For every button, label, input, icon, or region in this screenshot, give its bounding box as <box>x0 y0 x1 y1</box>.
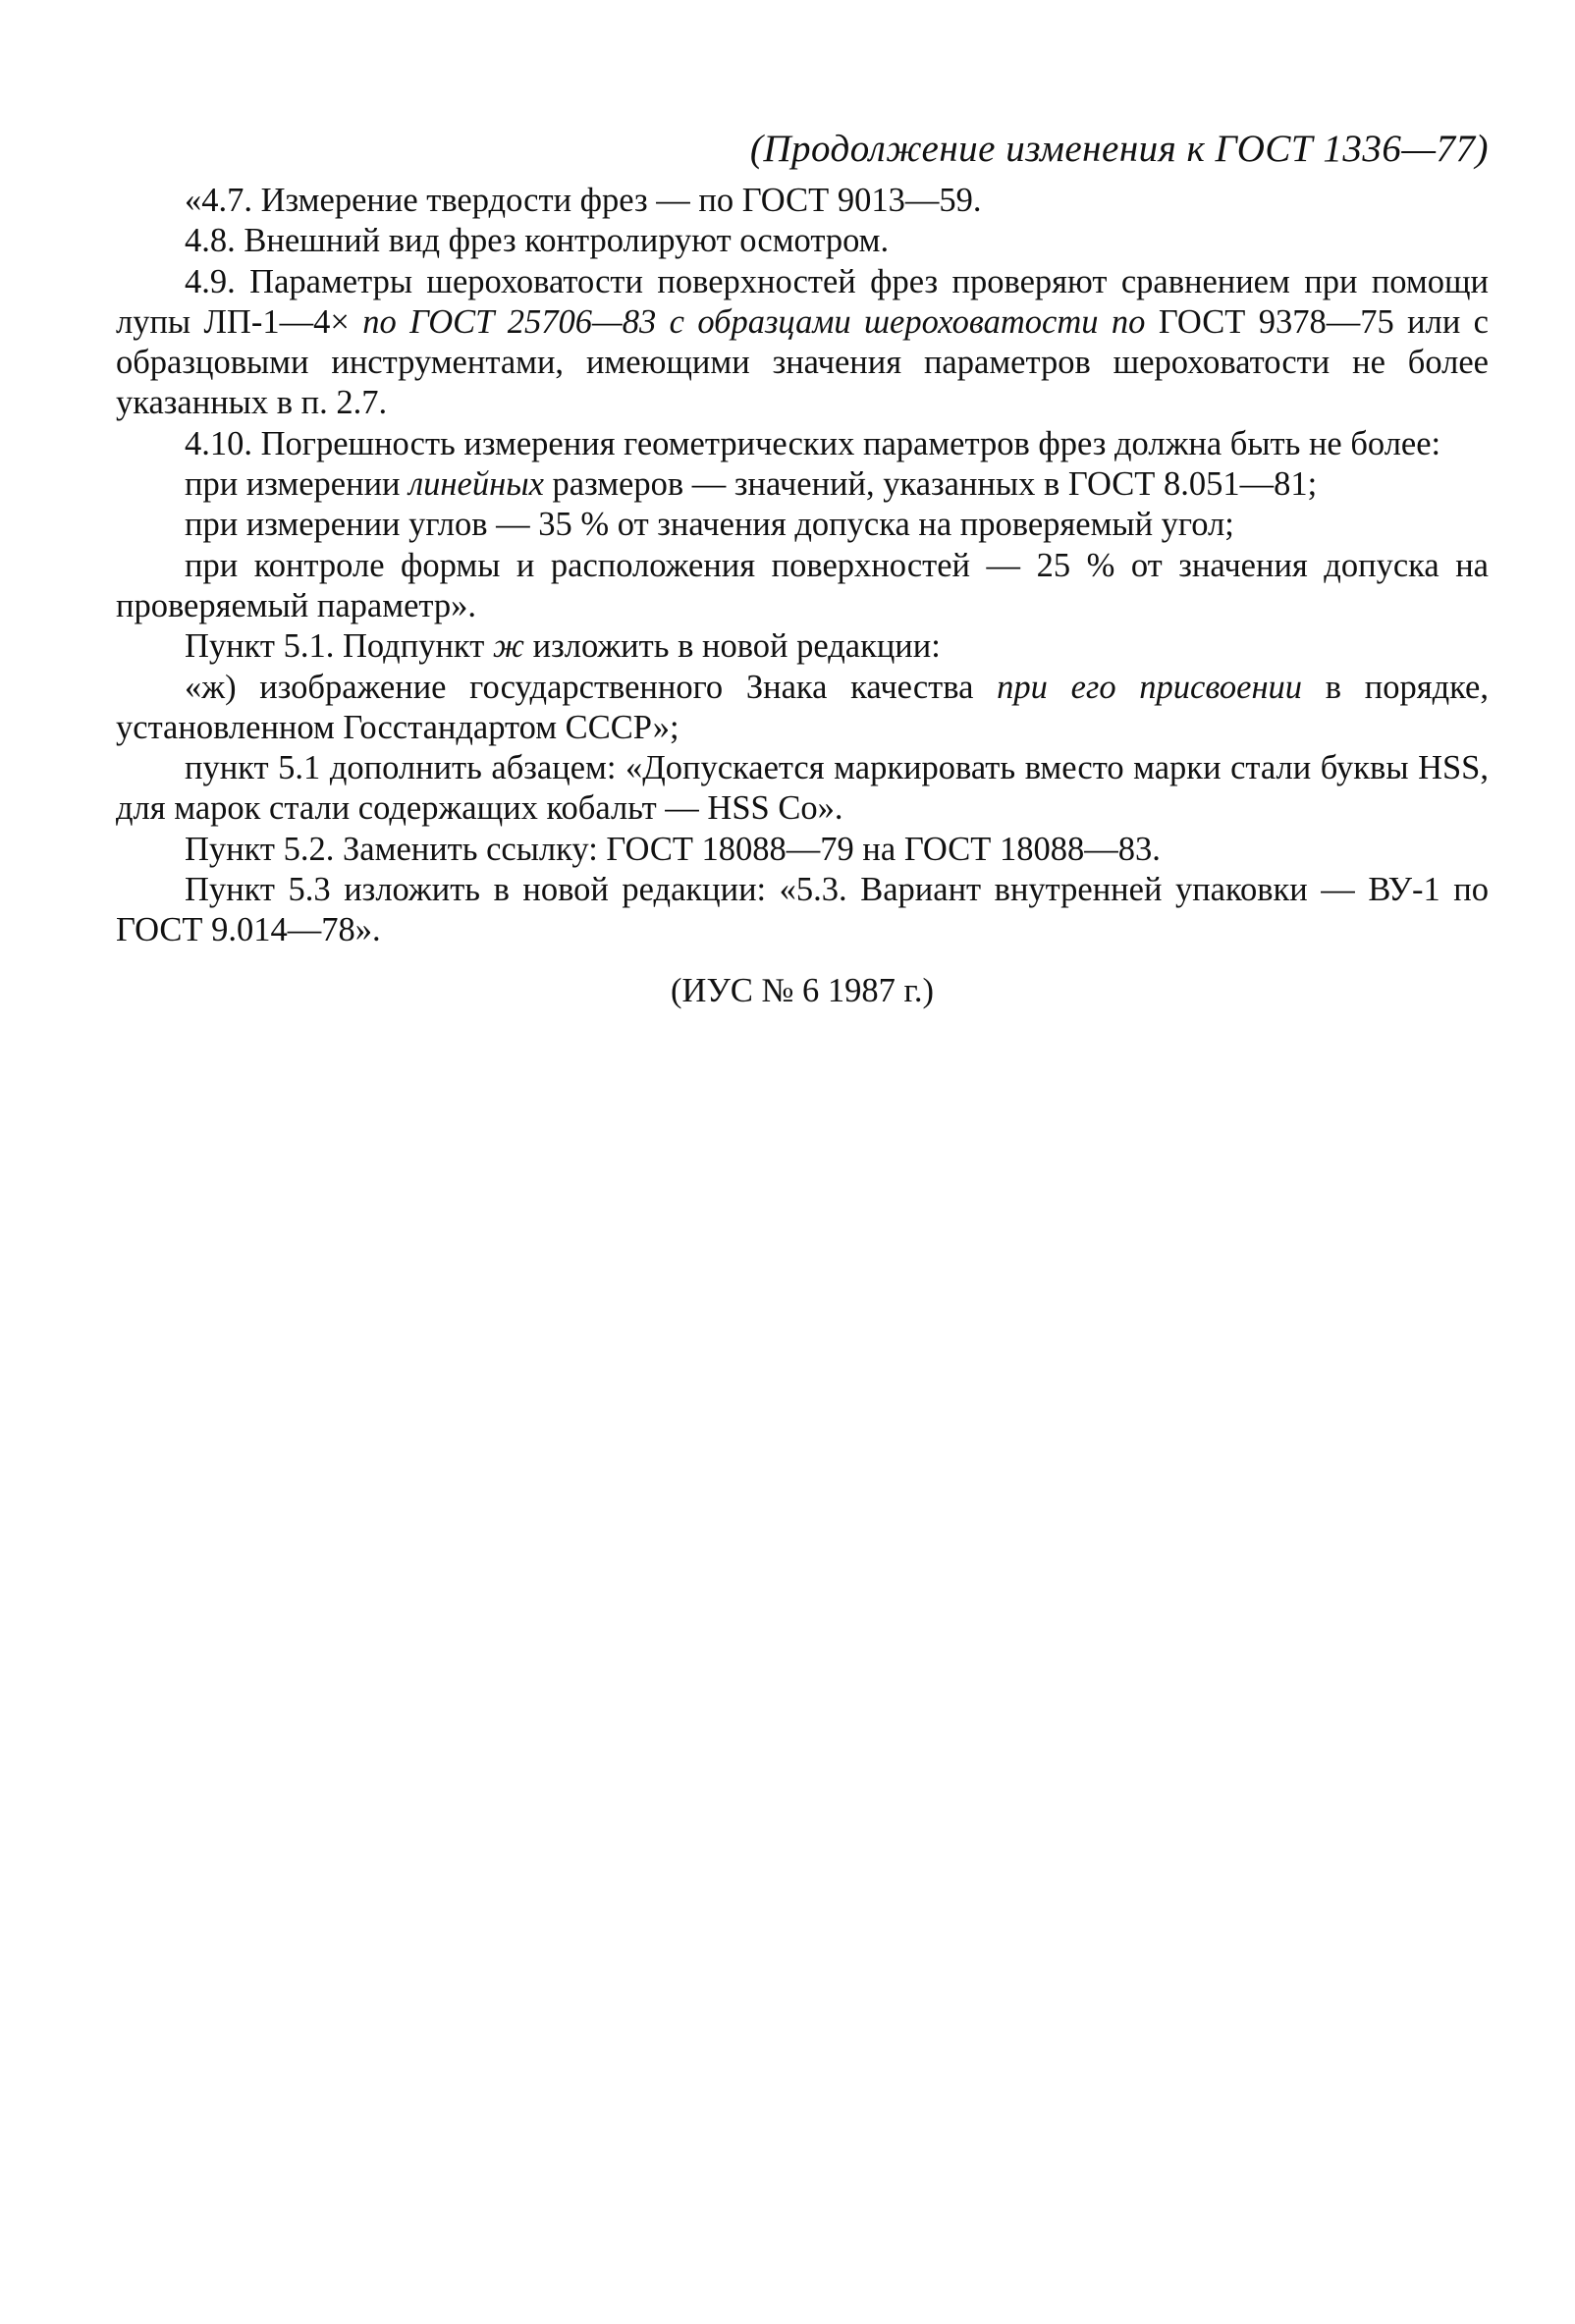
paragraph-4-9-part-1: 4.9. Параметры шероховатости поверхностей фрез проверяют сравнением при помощи лупы ЛП-1—4× <box>116 262 1489 341</box>
linear-italic: линейных <box>408 465 544 504</box>
p51-part-3: изложить в новой редакции: <box>524 627 941 666</box>
paragraph-4-9-part-3: ГОСТ 9378—75 или с образцовыми инструментами, имеющими значения параметров шероховатости не более указанных в п. 2.7. <box>116 302 1489 422</box>
paragraph-4-10: 4.10. Погрешность измерения геометрических параметров фрез должна быть не более: <box>185 424 1441 462</box>
paragraph-4-7: «4.7. Измерение твердости фрез — по ГОСТ 9013—59. <box>185 182 982 219</box>
paragraph-hss: пункт 5.1 дополнить абзацем: «Допускается маркировать вместо марки стали буквы HSS, для марок стали содержащих кобальт — HSS Co». <box>116 749 1489 828</box>
paragraph-5-3: Пункт 5.3 изложить в новой редакции: «5.3. Вариант внутренней упаковки — ВУ-1 по ГОСТ 9.014—78». <box>116 871 1489 949</box>
document-page <box>116 126 1489 1011</box>
paragraph-4-8: 4.8. Внешний вид фрез контролируют осмотром. <box>185 222 890 260</box>
paragraph-5-2: Пункт 5.2. Заменить ссылку: ГОСТ 18088—79 на ГОСТ 18088—83. <box>185 830 1161 868</box>
paragraph-quality-mark <box>116 668 1489 749</box>
p51-part-1: Пункт 5.1. Подпункт <box>185 627 493 666</box>
document-body <box>116 181 1489 951</box>
paragraph-angles: при измерении углов — 35 % от значения допуска на проверяемый угол; <box>185 506 1234 544</box>
linear-part-1: при измерении <box>185 465 409 504</box>
source-note: (ИУС № 6 1987 г.) <box>671 971 934 1009</box>
paragraph-linear-sizes <box>116 464 1489 505</box>
linear-part-3: размеров — значений, указанных в ГОСТ 8.051—81; <box>543 465 1318 504</box>
paragraph-4-9-italic: по ГОСТ 25706—83 с образцами шероховатости по <box>362 302 1146 341</box>
paragraph-5-1 <box>116 626 1489 667</box>
paragraph-form-control: при контроле формы и расположения поверхностей — 25 % от значения допуска на проверяемый параметр». <box>116 546 1489 624</box>
p51-italic: ж <box>492 627 525 666</box>
paragraph-4-9 <box>116 262 1489 424</box>
quality-italic: при его присвоении <box>997 668 1303 706</box>
quality-part-3: в порядке, установленном Госстандартом СССР»; <box>116 668 1489 746</box>
quality-part-1: «ж) изображение государственного Знака качества <box>185 668 998 706</box>
page-header: (Продолжение изменения к ГОСТ 1336—77) <box>749 128 1489 170</box>
